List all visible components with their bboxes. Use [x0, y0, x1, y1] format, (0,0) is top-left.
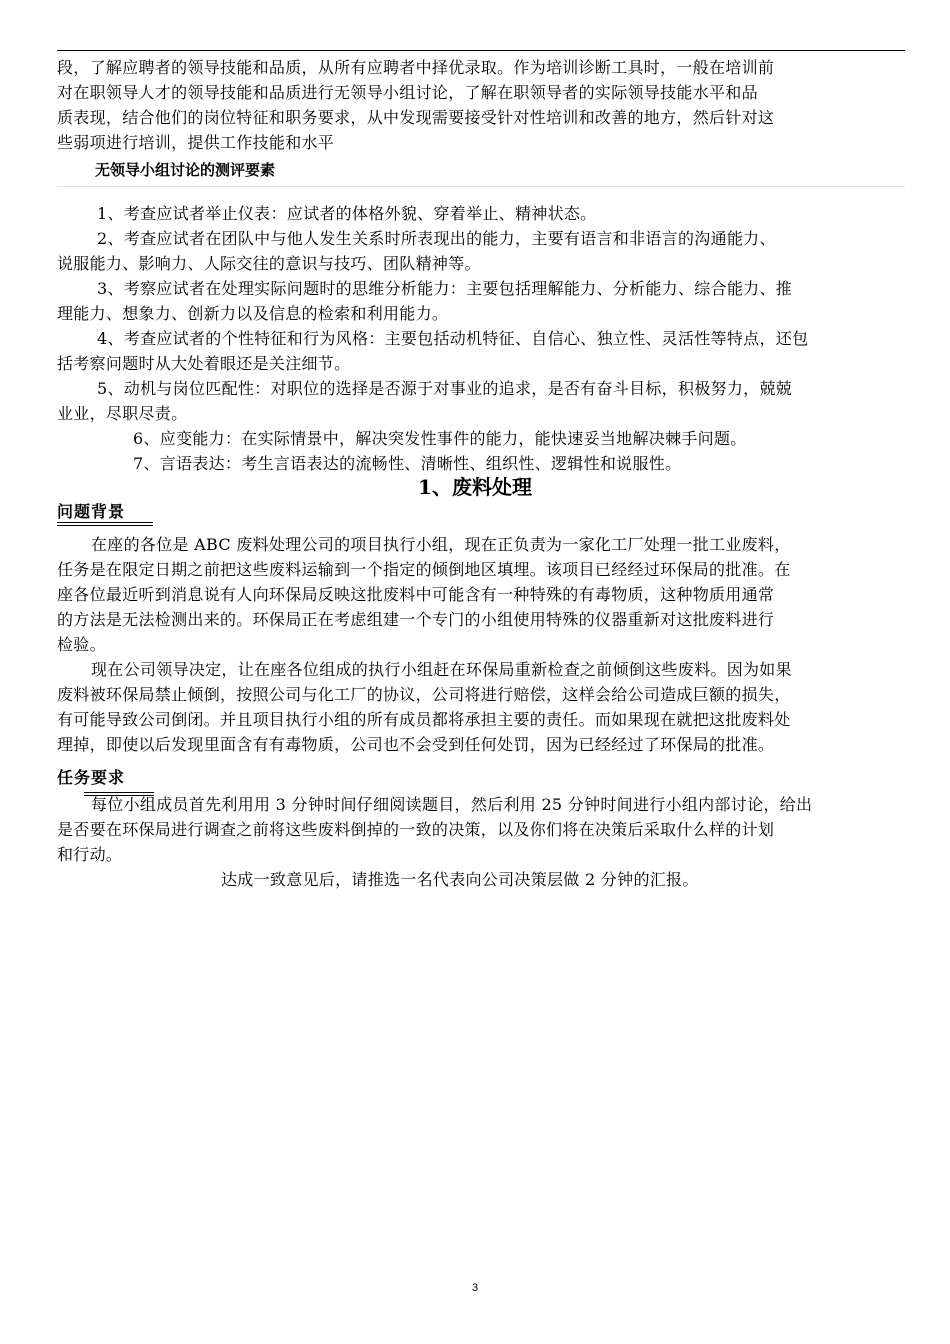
intro-line-4: 些弱项进行培训，提供工作技能和水平 [57, 133, 335, 152]
criteria-item-2-cont: 说服能力、影响力、人际交往的意识与技巧、团队精神等。 [57, 254, 481, 273]
criteria-item-4-cont: 括考察问题时从大处着眼还是关注细节。 [57, 354, 351, 373]
background-p1-line-5: 检验。 [57, 635, 106, 654]
background-heading: 问题背景 [57, 502, 126, 521]
task-p1-line-2: 是否要在环保局进行调查之前将这些废料倒掉的一致的决策，以及你们将在决策后采取什么样的计划 [57, 820, 775, 839]
background-p2-line-2: 废料被环保局禁止倾倒，按照公司与化工厂的协议，公司将进行赔偿，这样会给公司造成巨额的损失， [57, 685, 791, 704]
page-number: 3 [471, 1282, 479, 1294]
background-p2-line-1: 现在公司领导决定，让在座各位组成的执行小组赶在环保局重新检查之前倾倒这些废料。因为如果 [91, 660, 792, 679]
criteria-item-5-cont: 业业，尽职尽责。 [57, 404, 188, 423]
task-p2: 达成一致意见后，请推选一名代表向公司决策层做 2 分钟的汇报。 [221, 870, 699, 889]
criteria-heading-rule [57, 186, 905, 187]
task-p1-line-1: 每位小组成员首先利用用 3 分钟时间仔细阅读题目，然后利用 25 分钟时间进行小组内部讨论，给出 [91, 795, 813, 814]
intro-line-1: 段，了解应聘者的领导技能和品质，从所有应聘者中择优录取。作为培训诊断工具时，一般在培训前 [57, 58, 775, 77]
criteria-item-4: 4、考查应试者的个性特征和行为风格：主要包括动机特征、自信心、独立性、灵活性等特点，还包 [97, 329, 809, 348]
intro-line-3: 质表现，结合他们的岗位特征和职务要求，从中发现需要接受针对性培训和改善的地方，然后针对这 [57, 108, 775, 127]
criteria-item-3: 3、考察应试者在处理实际问题时的思维分析能力：主要包括理解能力、分析能力、综合能力、推 [97, 279, 793, 298]
background-p2-line-3: 有可能导致公司倒闭。并且项目执行小组的所有成员都将承担主要的责任。而如果现在就把这批废料处 [57, 710, 791, 729]
case-title: 1、废料处理 [418, 475, 532, 499]
background-p1-line-4: 的方法是无法检测出来的。环保局正在考虑组建一个专门的小组使用特殊的仪器重新对这批废料进行 [57, 610, 775, 629]
background-p2-line-4: 理掉，即使以后发现里面含有有毒物质，公司也不会受到任何处罚，因为已经经过了环保局的批准。 [57, 735, 775, 754]
intro-line-2: 对在职领导人才的领导技能和品质进行无领导小组讨论，了解在职领导者的实际领导技能水平和品 [57, 83, 758, 102]
criteria-item-5: 5、动机与岗位匹配性：对职位的选择是否源于对事业的追求，是否有奋斗目标，积极努力，兢兢 [97, 379, 793, 398]
criteria-heading: 无领导小组讨论的测评要素 [95, 161, 276, 179]
criteria-item-7: 7、言语表达：考生言语表达的流畅性、清晰性、组织性、逻辑性和说服性。 [133, 454, 682, 473]
background-p1-line-2: 任务是在限定日期之前把这些废料运输到一个指定的倾倒地区填埋。该项目已经经过环保局的批准。在 [57, 560, 791, 579]
background-p1-line-3: 座各位最近听到消息说有人向环保局反映这批废料中可能含有一种特殊的有毒物质，这种物质用通常 [57, 585, 775, 604]
header-rule [57, 50, 905, 51]
background-heading-underline [57, 522, 153, 523]
criteria-item-2: 2、考查应试者在团队中与他人发生关系时所表现出的能力，主要有语言和非语言的沟通能力、 [97, 229, 776, 248]
criteria-item-3-cont: 理能力、想象力、创新力以及信息的检索和利用能力。 [57, 304, 449, 323]
task-heading: 任务要求 [57, 768, 126, 787]
background-heading-underline-2 [57, 525, 153, 526]
task-p1-line-3: 和行动。 [57, 845, 123, 864]
criteria-item-6: 6、应变能力：在实际情景中，解决突发性事件的能力，能快速妥当地解决棘手问题。 [133, 429, 747, 448]
criteria-item-1: 1、考查应试者举止仪表：应试者的体格外貌、穿着举止、精神状态。 [97, 204, 597, 223]
background-p1-line-1: 在座的各位是 ABC 废料处理公司的项目执行小组，现在正负责为一家化工厂处理一批工业废料， [91, 535, 791, 554]
